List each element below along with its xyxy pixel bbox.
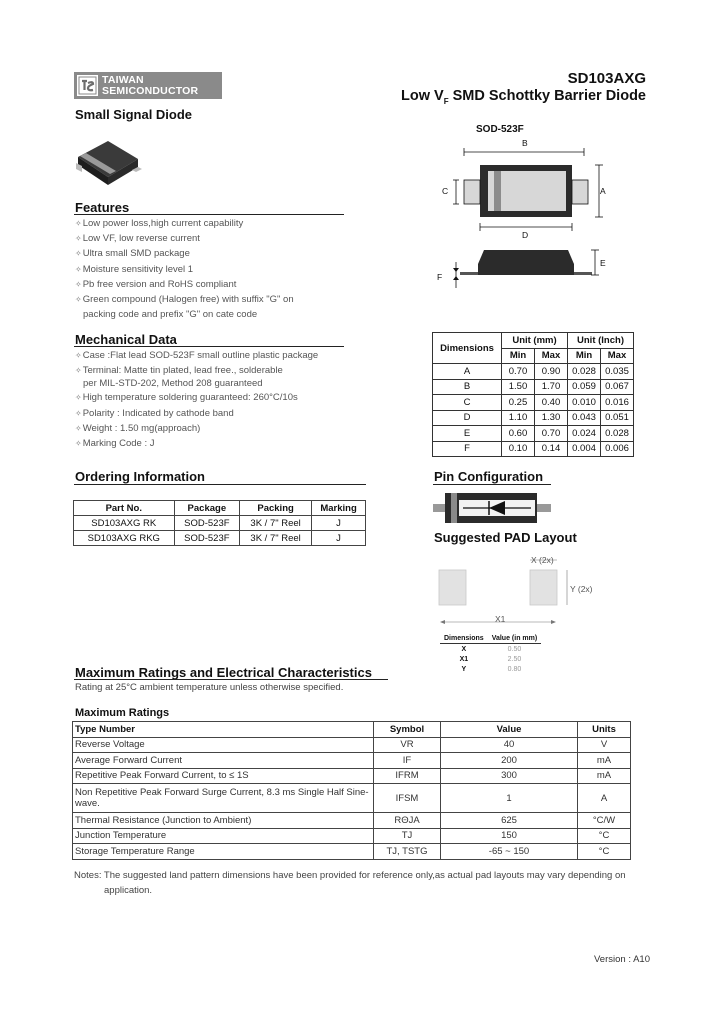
dim-header-min: Min [568, 348, 601, 364]
notes-line1: Notes: The suggested land pattern dimensions have been provided for reference only,as actual pad layouts may vary depending on [74, 870, 626, 881]
feature-item: ✧ Low power loss,high current capability [75, 216, 294, 231]
dim-header-min: Min [502, 348, 535, 364]
table-cell: E [433, 426, 502, 442]
table-cell: IFRM [374, 768, 441, 784]
mechanical-item: ✧ Marking Code : J [75, 436, 318, 451]
table-cell: Y [461, 665, 467, 673]
ordering-rule [74, 484, 366, 485]
ordering-header: Marking [312, 501, 366, 516]
pad-layout-title: Suggested PAD Layout [434, 530, 577, 545]
features-title: Features [75, 200, 130, 215]
pad-header: Dimensions [440, 633, 488, 644]
table-row [73, 828, 631, 844]
dimensions-table [432, 332, 634, 457]
table-cell: 0.14 [535, 441, 568, 457]
electrical-rule [74, 679, 388, 680]
subtitle-post: SMD Schottky Barrier Diode [448, 88, 646, 104]
table-cell: 0.035 [601, 364, 634, 380]
dim-header-inch: Unit (Inch) [568, 333, 634, 349]
table-cell: mA [578, 753, 631, 769]
feature-item: ✧ Moisture sensitivity level 1 [75, 262, 294, 277]
table-cell: 0.70 [502, 364, 535, 380]
max-ratings-table [72, 721, 631, 860]
table-cell: 0.10 [502, 441, 535, 457]
dim-header-dimensions: Dimensions [433, 333, 502, 364]
feature-item: ✧ Pb free version and RoHS compliant [75, 277, 294, 292]
pad-y-label: Y (2x) [570, 584, 593, 594]
table-cell: VR [374, 737, 441, 753]
table-cell: 2.50 [507, 655, 522, 663]
company-logo [74, 72, 222, 99]
package-name: SOD-523F [476, 124, 524, 135]
table-row [73, 784, 631, 813]
table-cell: D [433, 410, 502, 426]
table-cell: B [433, 379, 502, 395]
pin-config-diagram [433, 490, 553, 531]
table-cell: A [433, 364, 502, 380]
ts-logo-icon [77, 75, 98, 96]
subtitle-sub: F [443, 96, 449, 106]
dim-label-f: F [437, 272, 443, 282]
table-cell: X [461, 645, 467, 653]
table-cell: C [433, 395, 502, 411]
table-row [433, 441, 634, 457]
table-cell: 0.059 [568, 379, 601, 395]
table-cell: 3K / 7" Reel [240, 531, 312, 546]
ordering-title: Ordering Information [75, 469, 205, 484]
table-cell: 0.60 [502, 426, 535, 442]
subtitle-pre: Low V [400, 88, 444, 104]
table-cell: °C [578, 828, 631, 844]
table-row [73, 813, 631, 829]
table-cell: J [312, 531, 366, 546]
max-header: Value [441, 722, 578, 738]
table-cell: IFSM [374, 784, 441, 813]
table-cell: A [578, 784, 631, 813]
package-drawing [436, 136, 611, 301]
mechanical-title: Mechanical Data [75, 332, 177, 347]
package-image [72, 135, 147, 195]
table-cell: 0.024 [568, 426, 601, 442]
table-cell: SD103AXG RKG [74, 531, 175, 546]
table-cell: Non Repetitive Peak Forward Surge Current, 8.3 ms Single Half Sine-wave. [73, 784, 374, 813]
notes-line2: application. [104, 885, 153, 896]
table-cell: X1 [459, 655, 469, 663]
table-row [73, 753, 631, 769]
table-cell: F [433, 441, 502, 457]
table-cell: 3K / 7" Reel [240, 516, 312, 531]
table-row [433, 395, 634, 411]
pad-x-label: X (2x) [531, 555, 554, 565]
table-cell: °C/W [578, 813, 631, 829]
dim-label-b: B [522, 138, 528, 148]
table-row [433, 426, 634, 442]
table-row [440, 654, 541, 664]
table-cell: 0.006 [601, 441, 634, 457]
electrical-title: Maximum Ratings and Electrical Characteristics [75, 665, 372, 680]
table-cell: 1 [441, 784, 578, 813]
logo-text [102, 75, 198, 97]
mechanical-item: ✧ Weight : 1.50 mg(approach) [75, 421, 318, 436]
features-list [75, 216, 294, 322]
mechanical-list [75, 348, 318, 451]
table-cell: 0.40 [535, 395, 568, 411]
table-cell: Repetitive Peak Forward Current, to ≤ 1S [73, 768, 374, 784]
table-cell: 1.10 [502, 410, 535, 426]
max-header: Symbol [374, 722, 441, 738]
pin-config-rule [433, 484, 551, 485]
dim-label-e: E [600, 258, 606, 268]
dim-label-a: A [600, 186, 606, 196]
dim-header-max: Max [535, 348, 568, 364]
table-cell: 0.010 [568, 395, 601, 411]
table-cell: 1.30 [535, 410, 568, 426]
table-cell: 0.028 [568, 364, 601, 380]
table-cell: SD103AXG RK [74, 516, 175, 531]
table-row [433, 379, 634, 395]
table-row [74, 531, 366, 546]
table-cell: 0.90 [535, 364, 568, 380]
table-cell: V [578, 737, 631, 753]
pad-x1-label: X1 [495, 614, 506, 624]
table-cell: Junction Temperature [73, 828, 374, 844]
table-row [73, 844, 631, 860]
table-row [433, 364, 634, 380]
logo-line2: SEMICONDUCTOR [102, 85, 199, 97]
mechanical-item: ✧ Terminal: Matte tin plated, lead free., solderable [75, 363, 318, 378]
mechanical-rule [74, 346, 344, 347]
table-cell: mA [578, 768, 631, 784]
table-cell: 300 [441, 768, 578, 784]
table-cell: -65 ~ 150 [441, 844, 578, 860]
table-cell: 0.043 [568, 410, 601, 426]
table-cell: 0.028 [601, 426, 634, 442]
feature-item-continuation: packing code and prefix "G" on cate code [83, 309, 258, 321]
electrical-subtitle: Rating at 25°C ambient temperature unless otherwise specified. [75, 682, 344, 693]
max-header: Units [578, 722, 631, 738]
feature-item: ✧ Green compound (Halogen free) with suffix "G" on [75, 292, 294, 307]
table-row [440, 664, 541, 674]
table-cell: 0.50 [507, 645, 522, 653]
table-cell: J [312, 516, 366, 531]
table-cell: 0.70 [535, 426, 568, 442]
part-number: SD103AXG [567, 70, 646, 87]
table-cell: °C [578, 844, 631, 860]
table-cell: SOD-523F [174, 531, 240, 546]
table-cell: 0.80 [507, 665, 522, 673]
features-rule [74, 214, 344, 215]
pad-dimensions-table [440, 633, 541, 674]
table-cell: TJ [374, 828, 441, 844]
table-cell: Storage Temperature Range [73, 844, 374, 860]
category-title: Small Signal Diode [75, 107, 193, 122]
pad-header: Value (in mm) [488, 633, 542, 644]
table-cell: Average Forward Current [73, 753, 374, 769]
max-header: Type Number [73, 722, 374, 738]
table-cell: 0.051 [601, 410, 634, 426]
table-row [73, 737, 631, 753]
table-cell: SOD-523F [174, 516, 240, 531]
mechanical-item-continuation: per MIL-STD-202, Method 208 guaranteed [83, 378, 263, 390]
table-row [433, 410, 634, 426]
table-cell: 40 [441, 737, 578, 753]
table-row [440, 644, 541, 655]
table-cell: 150 [441, 828, 578, 844]
table-cell: 1.50 [502, 379, 535, 395]
dim-label-d: D [522, 230, 529, 240]
ordering-table [73, 500, 366, 546]
ordering-header: Part No. [74, 501, 175, 516]
dim-label-c: C [442, 186, 449, 196]
mechanical-item: ✧ Case :Flat lead SOD-523F small outline plastic package [75, 348, 318, 363]
table-cell: 1.70 [535, 379, 568, 395]
table-row [73, 768, 631, 784]
table-cell: TJ, TSTG [374, 844, 441, 860]
feature-item: ✧ Ultra small SMD package [75, 246, 294, 261]
dim-header-max: Max [601, 348, 634, 364]
pin-config-title: Pin Configuration [434, 469, 544, 484]
pad-layout-diagram [432, 552, 612, 637]
mechanical-item: ✧ Polarity : Indicated by cathode band [75, 406, 318, 421]
table-cell: 0.067 [601, 379, 634, 395]
table-cell: 625 [441, 813, 578, 829]
table-cell: 200 [441, 753, 578, 769]
table-cell: 0.004 [568, 441, 601, 457]
ordering-header: Packing [240, 501, 312, 516]
table-cell: Thermal Resistance (Junction to Ambient) [73, 813, 374, 829]
table-cell: Reverse Voltage [73, 737, 374, 753]
mechanical-item: ✧ High temperature soldering guaranteed: 260°C/10s [75, 390, 318, 405]
table-cell: IF [374, 753, 441, 769]
logo-line1: TAIWAN [102, 74, 144, 86]
ordering-header: Package [174, 501, 240, 516]
version-label: Version : A10 [594, 954, 650, 965]
max-ratings-title: Maximum Ratings [75, 707, 170, 719]
table-cell: 0.016 [601, 395, 634, 411]
table-cell: 0.25 [502, 395, 535, 411]
dim-header-mm: Unit (mm) [502, 333, 568, 349]
feature-item: ✧ Low VF, low reverse current [75, 231, 294, 246]
table-cell: RΘJA [374, 813, 441, 829]
table-row [74, 516, 366, 531]
product-subtitle [401, 88, 646, 106]
